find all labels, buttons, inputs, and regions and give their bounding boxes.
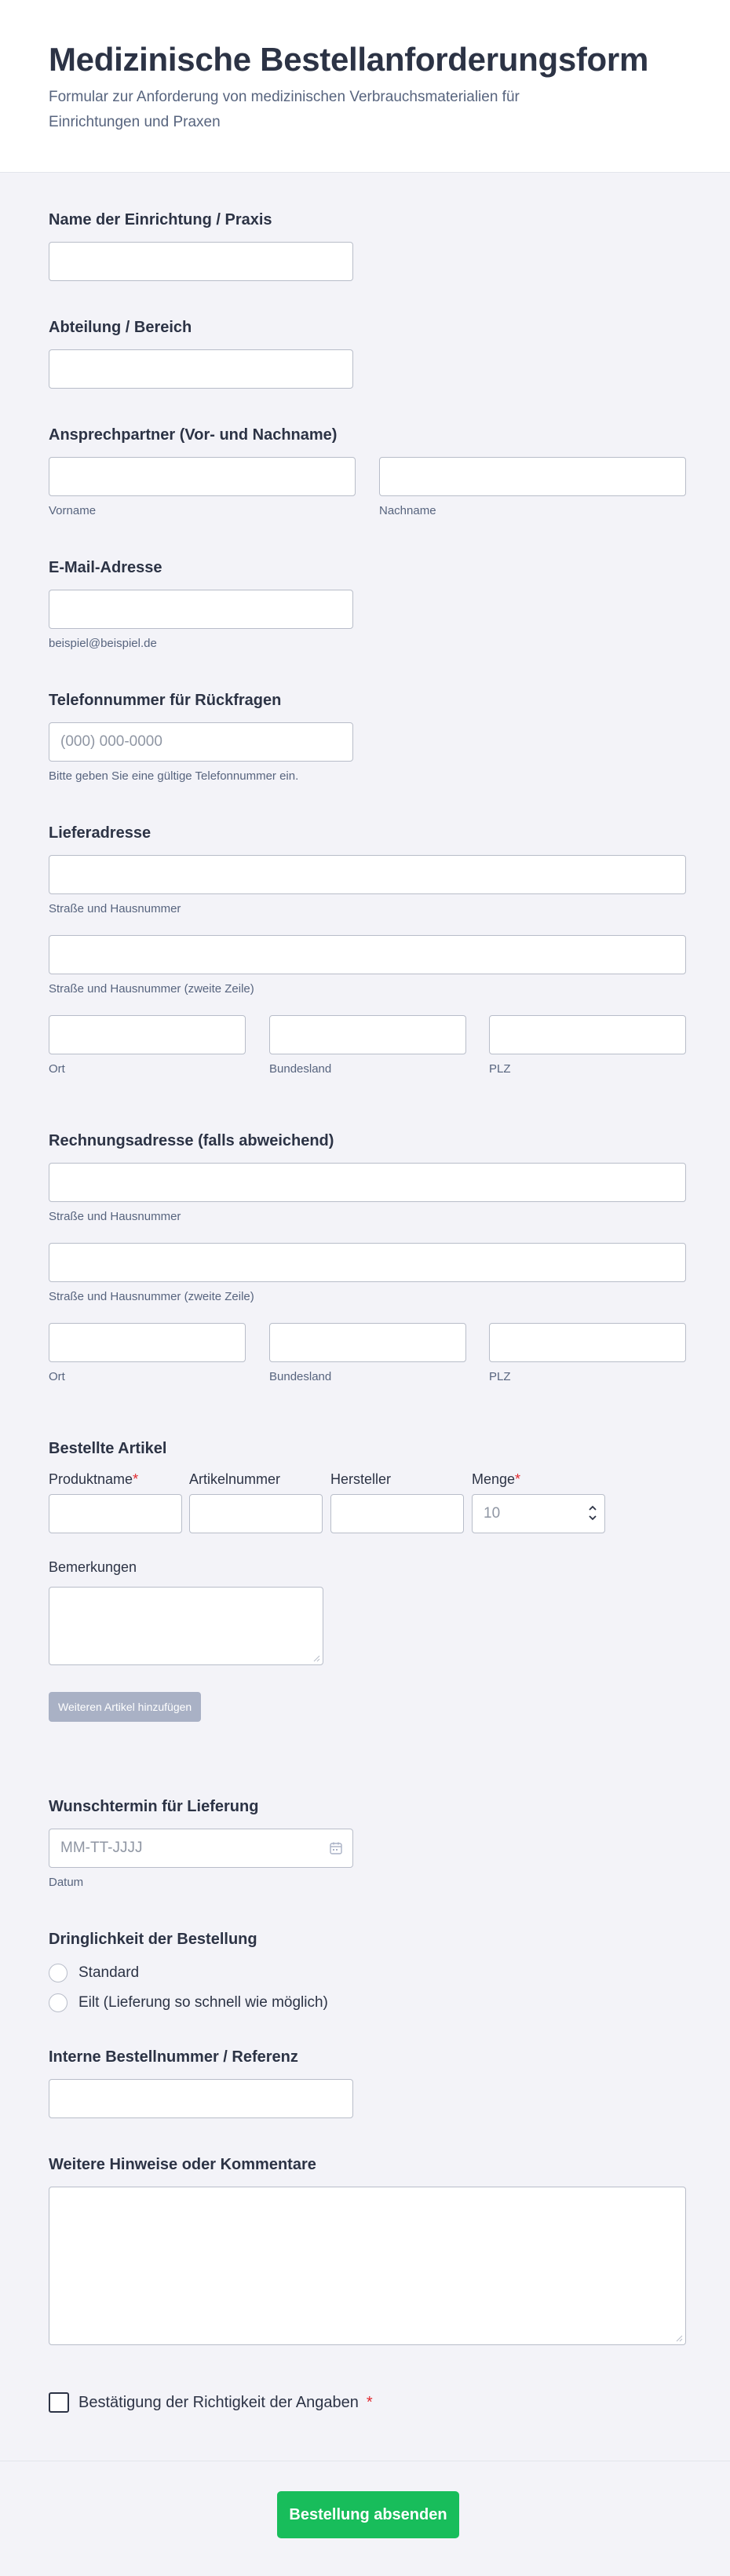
items-question bbox=[49, 1439, 598, 1722]
facility-label: Name der Einrichtung / Praxis bbox=[49, 211, 272, 228]
delivery-street2-input[interactable] bbox=[49, 935, 686, 974]
department-label: Abteilung / Bereich bbox=[49, 319, 192, 336]
delivery-zip-sublabel: PLZ bbox=[489, 1062, 511, 1076]
page-subtitle: Formular zur Anforderung von medizinischen Verbrauchsmaterialien für Einrichtungen und Praxen bbox=[49, 89, 520, 130]
radio-standard-label: Standard bbox=[78, 1964, 140, 1981]
delivery-state-sublabel: Bundesland bbox=[269, 1062, 332, 1076]
radio-urgent[interactable] bbox=[49, 1993, 68, 2012]
billing-street2-sublabel: Straße und Hausnummer (zweite Zeile) bbox=[49, 1290, 254, 1303]
delivery-city-input[interactable] bbox=[49, 1015, 246, 1054]
facility-input[interactable] bbox=[49, 242, 353, 281]
resize-handle-icon[interactable] bbox=[675, 2334, 683, 2342]
billing-zip-input[interactable] bbox=[489, 1323, 686, 1362]
confirm-question bbox=[49, 2392, 373, 2413]
billing-city-sublabel: Ort bbox=[49, 1370, 65, 1383]
reference-label: Interne Bestellnummer / Referenz bbox=[49, 2048, 298, 2066]
date-question bbox=[49, 1797, 353, 1890]
page-title: Medizinische Bestellanforderungsform bbox=[49, 41, 649, 78]
comments-textarea[interactable] bbox=[49, 2187, 686, 2345]
delivery-city-sublabel: Ort bbox=[49, 1062, 65, 1076]
facility-question bbox=[49, 210, 353, 281]
phone-input[interactable]: (000) 000-0000 bbox=[49, 722, 353, 762]
resize-handle-icon[interactable] bbox=[312, 1654, 320, 1662]
email-sublabel: beispiel@beispiel.de bbox=[49, 637, 157, 650]
contact-label: Ansprechpartner (Vor- und Nachname) bbox=[49, 426, 338, 444]
billing-street-sublabel: Straße und Hausnummer bbox=[49, 1210, 181, 1223]
contact-question bbox=[49, 426, 688, 528]
urgency-question bbox=[49, 1930, 328, 2018]
col-qty-label: Menge* bbox=[472, 1471, 521, 1487]
radio-urgent-label: Eilt (Lieferung so schnell wie möglich) bbox=[78, 1994, 328, 2011]
urgency-option-urgent[interactable] bbox=[49, 1988, 328, 2018]
comments-question bbox=[49, 2155, 686, 2345]
delivery-label: Lieferadresse bbox=[49, 824, 151, 842]
billing-state-sublabel: Bundesland bbox=[269, 1370, 332, 1383]
urgency-option-standard[interactable] bbox=[49, 1958, 328, 1988]
department-question bbox=[49, 318, 353, 389]
phone-label: Telefonnummer für Rückfragen bbox=[49, 692, 282, 709]
billing-street-input[interactable] bbox=[49, 1163, 686, 1202]
date-placeholder: MM-TT-JJJJ bbox=[60, 1840, 143, 1856]
billing-label: Rechnungsadresse (falls abweichend) bbox=[49, 1132, 334, 1149]
calendar-icon[interactable] bbox=[329, 1841, 343, 1855]
email-question bbox=[49, 558, 353, 651]
first-name-input[interactable] bbox=[49, 457, 356, 496]
col-article-label: Artikelnummer bbox=[189, 1471, 281, 1487]
phone-sublabel: Bitte geben Sie eine gültige Telefonnummer ein. bbox=[49, 769, 299, 783]
last-name-sublabel: Nachname bbox=[379, 504, 436, 517]
delivery-state-input[interactable] bbox=[269, 1015, 466, 1054]
last-name-input[interactable] bbox=[379, 457, 686, 496]
billing-question bbox=[49, 1131, 686, 1394]
comments-label: Weitere Hinweise oder Kommentare bbox=[49, 2156, 316, 2173]
phone-question bbox=[49, 691, 353, 784]
confirm-label: Bestätigung der Richtigkeit der Angaben bbox=[78, 2393, 359, 2411]
date-label: Wunschtermin für Lieferung bbox=[49, 1798, 259, 1815]
product-name-input[interactable] bbox=[49, 1494, 182, 1533]
reference-question bbox=[49, 2048, 353, 2118]
items-label: Bestellte Artikel bbox=[49, 1440, 167, 1457]
first-name-sublabel: Vorname bbox=[49, 504, 97, 517]
delivery-street-input[interactable] bbox=[49, 855, 686, 894]
billing-zip-sublabel: PLZ bbox=[489, 1370, 511, 1383]
billing-city-input[interactable] bbox=[49, 1323, 246, 1362]
email-input[interactable] bbox=[49, 590, 353, 629]
quantity-stepper[interactable] bbox=[472, 1494, 605, 1533]
col-product-label: Produktname* bbox=[49, 1471, 139, 1487]
date-input[interactable] bbox=[49, 1829, 353, 1868]
radio-standard[interactable] bbox=[49, 1964, 68, 1982]
form-footer bbox=[0, 2461, 730, 2576]
delivery-street2-sublabel: Straße und Hausnummer (zweite Zeile) bbox=[49, 982, 254, 996]
form-header bbox=[0, 0, 730, 173]
quantity-placeholder: 10 bbox=[484, 1505, 501, 1522]
add-item-button[interactable]: Weiteren Artikel hinzufügen bbox=[49, 1692, 201, 1722]
col-maker-label: Hersteller bbox=[330, 1471, 392, 1487]
reference-input[interactable] bbox=[49, 2079, 353, 2118]
manufacturer-input[interactable] bbox=[330, 1494, 464, 1533]
delivery-zip-input[interactable] bbox=[489, 1015, 686, 1054]
delivery-question bbox=[49, 824, 686, 1086]
billing-state-input[interactable] bbox=[269, 1323, 466, 1362]
confirm-checkbox[interactable] bbox=[49, 2392, 69, 2413]
submit-button[interactable]: Bestellung absenden bbox=[277, 2491, 459, 2538]
urgency-label: Dringlichkeit der Bestellung bbox=[49, 1931, 257, 1948]
stepper-arrows-icon[interactable] bbox=[587, 1503, 598, 1523]
required-asterisk: * bbox=[366, 2393, 373, 2411]
date-sublabel: Datum bbox=[49, 1876, 84, 1889]
remarks-label: Bemerkungen bbox=[49, 1559, 137, 1575]
article-number-input[interactable] bbox=[189, 1494, 323, 1533]
remarks-textarea[interactable] bbox=[49, 1587, 323, 1665]
delivery-street-sublabel: Straße und Hausnummer bbox=[49, 902, 181, 915]
email-label: E-Mail-Adresse bbox=[49, 559, 162, 576]
billing-street2-input[interactable] bbox=[49, 1243, 686, 1282]
department-input[interactable] bbox=[49, 349, 353, 389]
